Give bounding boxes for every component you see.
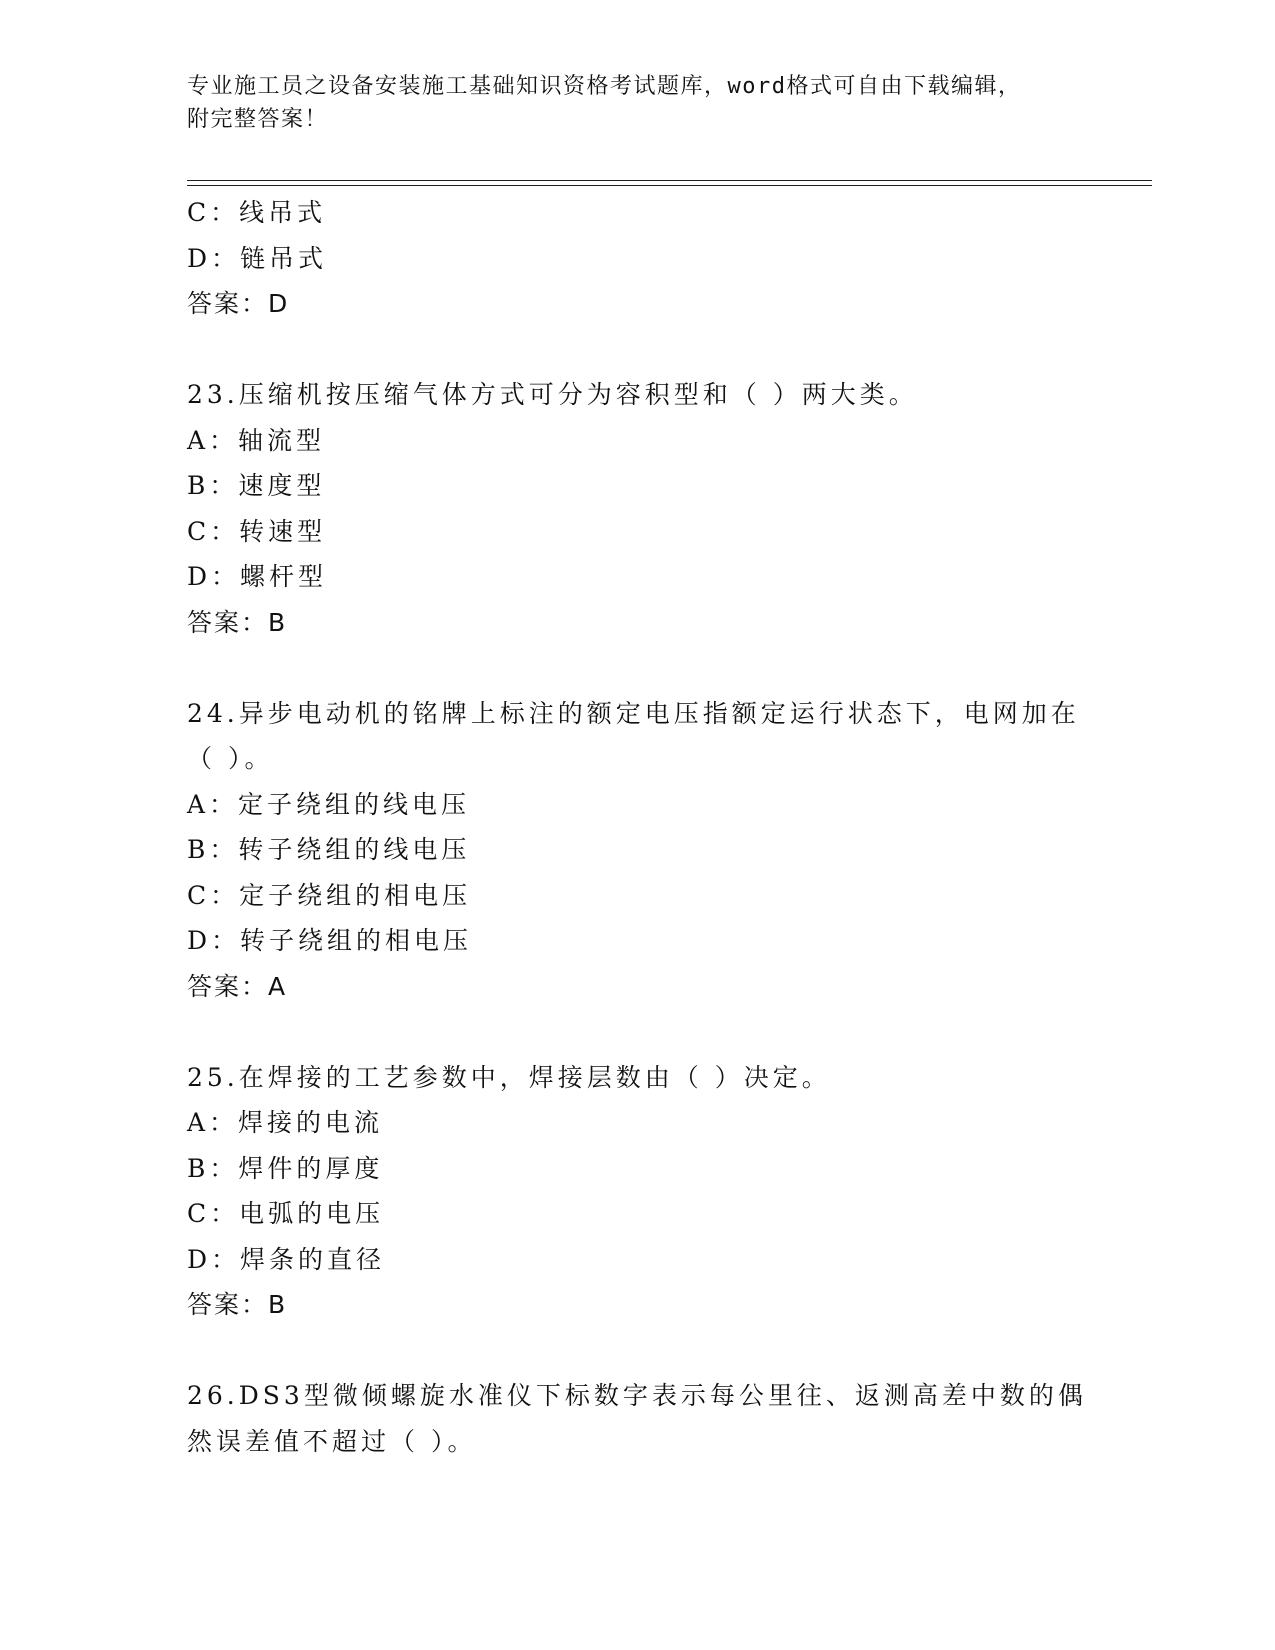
spacer: [187, 645, 1087, 691]
question-text: 23.压缩机按压缩气体方式可分为容积型和（ ）两大类。: [187, 380, 918, 409]
answer: 答案：B: [187, 607, 288, 637]
option-d: D：螺杆型: [187, 562, 328, 591]
header-rule-top: [187, 180, 1152, 181]
header-line-2: 附完整答案！: [187, 107, 329, 132]
question-text: 24.异步电动机的铭牌上标注的额定电压指额定运行状态下，电网加在: [187, 698, 1080, 728]
option-c: C：电弧的电压: [187, 1199, 385, 1228]
spacer: [187, 1328, 1087, 1374]
question-text-continued: （ ）。: [187, 744, 274, 773]
question-text-continued: 然误差值不超过（ ）。: [187, 1426, 477, 1456]
question-block-24: [187, 691, 1087, 1010]
option-b: B：转子绕组的线电压: [187, 835, 471, 864]
spacer: [187, 327, 1087, 373]
option-b: B：焊件的厚度: [187, 1153, 384, 1183]
option-c: C：转速型: [187, 516, 327, 546]
option-a: A：定子绕组的线电压: [187, 789, 471, 819]
option-a: A：焊接的电流: [187, 1108, 384, 1137]
option-d: D：焊条的直径: [187, 1244, 386, 1274]
option-a: A：轴流型: [187, 425, 326, 455]
question-block-22-tail: [187, 190, 1087, 327]
question-text: 26.DS3型微倾螺旋水准仪下标数字表示每公里往、返测高差中数的偶: [187, 1381, 1087, 1410]
question-list: [187, 190, 1087, 1464]
question-text: 25.在焊接的工艺参数中，焊接层数由（ ）决定。: [187, 1062, 831, 1092]
page-header: [187, 70, 1067, 136]
answer: 答案：D: [187, 289, 290, 318]
header-line-1: 专业施工员之设备安装施工基础知识资格考试题库，word格式可自由下载编辑，: [187, 74, 1022, 99]
option-d: D：转子绕组的相电压: [187, 926, 473, 955]
question-block-23: [187, 372, 1087, 645]
question-block-25: [187, 1055, 1087, 1328]
option-b: B：速度型: [187, 471, 326, 500]
option-c: C：线吊式: [187, 198, 327, 227]
question-block-26: [187, 1373, 1087, 1464]
spacer: [187, 1009, 1087, 1055]
option-c: C：定子绕组的相电压: [187, 880, 472, 910]
answer: 答案：B: [187, 1290, 288, 1319]
header-rule-bottom: [187, 185, 1152, 186]
answer: 答案：A: [187, 971, 288, 1001]
option-d: D：链吊式: [187, 243, 328, 273]
